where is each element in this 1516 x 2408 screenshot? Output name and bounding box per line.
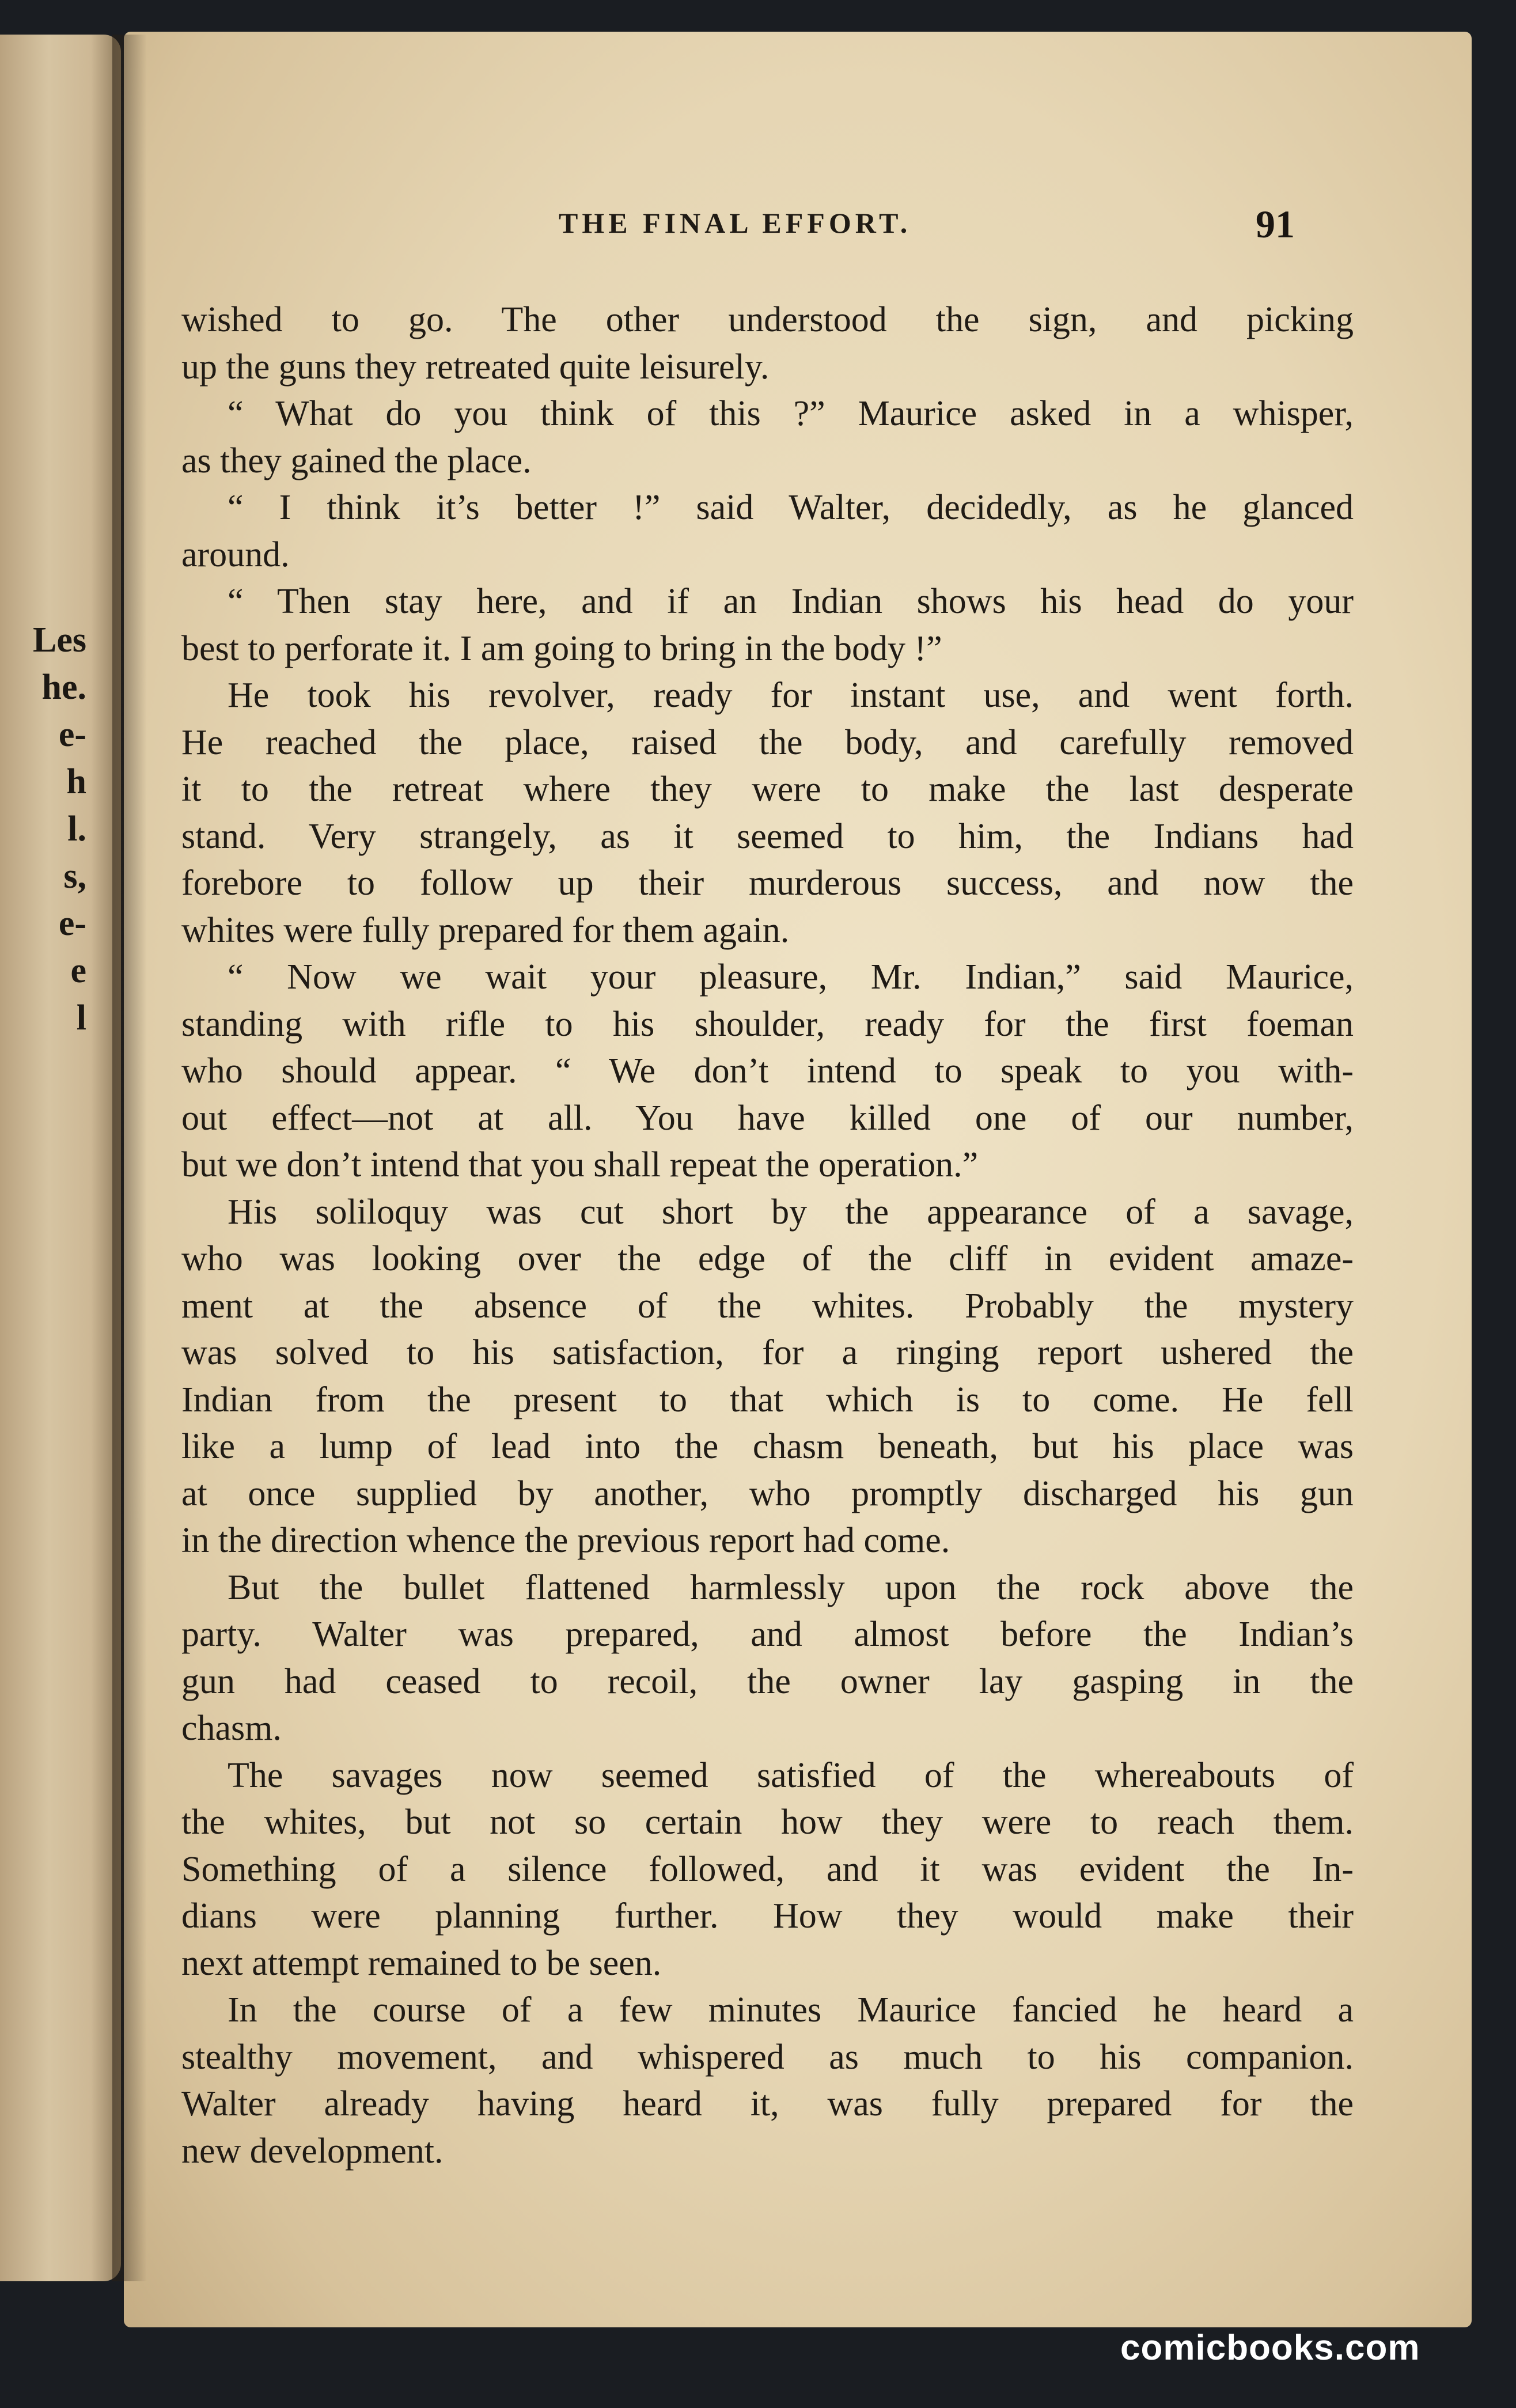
text-line: like a lump of lead into the chasm beneath, but his place was bbox=[181, 1427, 1354, 1466]
chapter-title: THE FINAL EFFORT. bbox=[559, 207, 912, 239]
text-line: Walter already having heard it, was fully prepared for the bbox=[181, 2084, 1354, 2123]
previous-page-fragment: h bbox=[66, 762, 86, 801]
watermark: comicbooks.com bbox=[1120, 2328, 1420, 2368]
text-line: He took his revolver, ready for instant use, and went forth. bbox=[228, 676, 1354, 715]
text-line: up the guns they retreated quite leisurely. bbox=[181, 347, 770, 387]
previous-page-fragment: l bbox=[76, 998, 86, 1038]
text-line: Indian from the present to that which is to come. He fell bbox=[181, 1380, 1354, 1419]
previous-page-text-fragments bbox=[0, 616, 115, 1042]
text-line: wished to go. The other understood the sign, and picking bbox=[181, 300, 1354, 339]
text-line: but we don’t intend that you shall repeat the operation.” bbox=[181, 1145, 979, 1184]
text-line: as they gained the place. bbox=[181, 441, 532, 480]
text-line: was solved to his satisfaction, for a ringing report ushered the bbox=[181, 1333, 1354, 1372]
text-line: He reached the place, raised the body, and carefully removed bbox=[181, 722, 1354, 762]
text-line: who should appear. “ We don’t intend to speak to you with- bbox=[181, 1051, 1354, 1091]
previous-page-fragment: e- bbox=[58, 904, 86, 943]
text-line: gun had ceased to recoil, the owner lay gasping in the bbox=[181, 1661, 1354, 1701]
book-page bbox=[124, 32, 1472, 2327]
text-line: who was looking over the edge of the cliff in evident amaze- bbox=[181, 1239, 1354, 1278]
page-number: 91 bbox=[1256, 202, 1295, 246]
text-line: at once supplied by another, who promptly discharged his gun bbox=[181, 1474, 1354, 1513]
previous-page-fragment: e bbox=[70, 951, 86, 990]
text-line: His soliloquy was cut short by the appearance of a savage, bbox=[228, 1192, 1354, 1232]
text-line: stealthy movement, and whispered as much to his companion. bbox=[181, 2037, 1354, 2077]
text-line: “ I think it’s better !” said Walter, decidedly, as he glanced bbox=[228, 488, 1354, 527]
previous-page-fragment: he. bbox=[41, 668, 86, 707]
text-line: ment at the absence of the whites. Probably the mystery bbox=[181, 1286, 1354, 1326]
text-line: best to perforate it. I am going to bring in the body !” bbox=[181, 628, 942, 668]
previous-page-edge bbox=[0, 35, 121, 2281]
text-line: The savages now seemed satisfied of the whereabouts of bbox=[228, 1755, 1354, 1795]
text-line: in the direction whence the previous report had come. bbox=[181, 1521, 950, 1560]
text-line: stand. Very strangely, as it seemed to him, the Indians had bbox=[181, 816, 1354, 856]
running-header bbox=[124, 202, 1472, 248]
text-line: new development. bbox=[181, 2131, 444, 2171]
book-gutter bbox=[112, 35, 147, 2281]
previous-page-fragment: e- bbox=[58, 715, 86, 754]
text-line: Something of a silence followed, and it was evident the In- bbox=[181, 1849, 1354, 1889]
body-text bbox=[181, 297, 1354, 2175]
text-line: In the course of a few minutes Maurice fancied he heard a bbox=[228, 1990, 1354, 2030]
text-line: dians were planning further. How they would make their bbox=[181, 1896, 1354, 1936]
text-line: chasm. bbox=[181, 1709, 282, 1748]
text-line: the whites, but not so certain how they were to reach them. bbox=[181, 1803, 1354, 1842]
text-line: next attempt remained to be seen. bbox=[181, 1943, 662, 1983]
previous-page-fragment: l. bbox=[67, 809, 86, 849]
text-line: party. Walter was prepared, and almost before the Indian’s bbox=[181, 1615, 1354, 1654]
text-line: “ Then stay here, and if an Indian shows his head do your bbox=[228, 582, 1354, 621]
text-line: “ Now we wait your pleasure, Mr. Indian,” said Maurice, bbox=[228, 957, 1354, 997]
text-line: out effect—not at all. You have killed one of our number, bbox=[181, 1098, 1354, 1138]
text-line: it to the retreat where they were to make the last desperate bbox=[181, 770, 1354, 809]
text-line: whites were fully prepared for them again. bbox=[181, 910, 790, 950]
text-line: forebore to follow up their murderous success, and now the bbox=[181, 864, 1354, 903]
text-line: standing with rifle to his shoulder, ready for the first foeman bbox=[181, 1004, 1354, 1044]
text-line: But the bullet flattened harmlessly upon the rock above the bbox=[228, 1568, 1354, 1607]
text-line: “ What do you think of this ?” Maurice asked in a whisper, bbox=[228, 394, 1354, 433]
previous-page-fragment: Les bbox=[33, 620, 86, 660]
previous-page-fragment: s, bbox=[63, 857, 86, 896]
text-line: around. bbox=[181, 535, 290, 574]
